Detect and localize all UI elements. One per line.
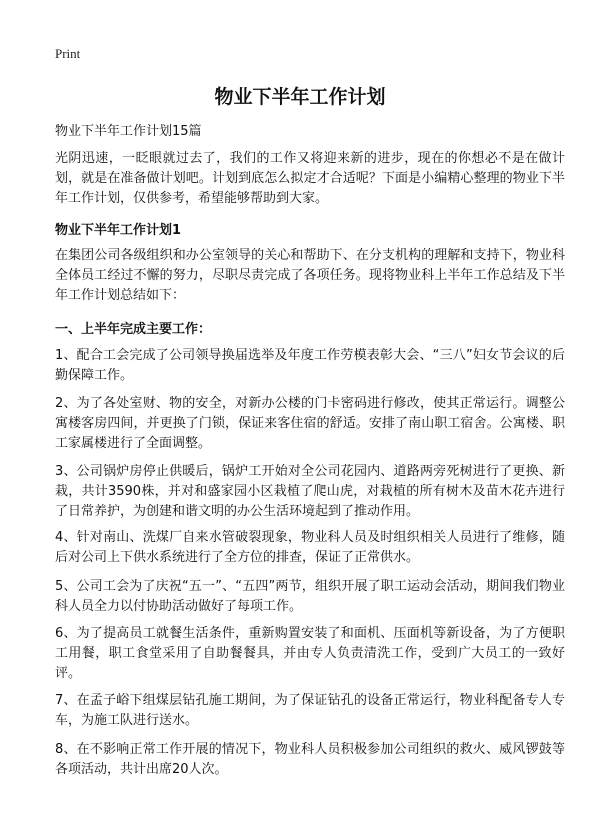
list-item: 6、为了提高员工就餐生活条件，重新购置安装了和面机、压面机等新设备，为了方便职工用餐，职工食堂采用了自助餐餐具，并由专人负责清洗工作，受到广大员工的一致好评。: [55, 626, 565, 681]
list-item: 7、在孟子峪下组煤层钻孔施工期间，为了保证钻孔的设备正常运行，物业科配备专人专车，为施工队进行送水。: [55, 693, 565, 728]
document-subtitle: 物业下半年工作计划15篇: [55, 124, 202, 139]
part-heading: 一、上半年完成主要工作：: [55, 322, 212, 337]
list-item: 4、针对南山、洗煤厂自来水管破裂现象，物业科人员及时组织相关人员进行了维修，随后对公司上下供水系统进行了全方位的排查，保证了正常供水。: [55, 530, 565, 565]
list-item: 8、在不影响正常工作开展的情况下，物业科人员积极参加公司组织的救火、威风锣鼓等各项活动，共计出席20人次。: [55, 742, 565, 777]
document-title: 物业下半年工作计划: [214, 86, 386, 108]
intro-paragraph: 光阴迅速，一眨眼就过去了，我们的工作又将迎来新的进步，现在的你想必不是在做计划，就是在准备做计划吧。计划到底怎么拟定才合适呢？下面是小编精心整理的物业下半年工作计划，仅供参考，希望能够帮助到大家。: [55, 151, 565, 206]
list-item: 3、公司锅炉房停止供暖后，锅炉工开始对全公司花园内、道路两旁死树进行了更换、新栽，共计3590株，并对和盛家园小区栽植了爬山虎，对栽植的所有树木及苗木花卉进行了日常养护，为创建和谐文明的办公生活环境起到了推动作用。: [55, 464, 565, 519]
list-item: 2、为了各处室财、物的安全，对新办公楼的门卡密码进行修改，使其正常运行。调整公寓楼客房四间，并更换了门锁，保证来客住宿的舒适。安排了南山职工宿舍。公寓楼、职工家属楼进行了全面调整。: [55, 396, 565, 451]
section-intro-paragraph: 在集团公司各级组织和办公室领导的关心和帮助下、在分支机构的理解和支持下，物业科全体员工经过不懈的努力，尽职尽责完成了各项任务。现将物业科上半年工作总结及下半年工作计划总结如下：: [55, 248, 565, 303]
list-item: 1、配合工会完成了公司领导换届选举及年度工作劳模表彰大会、“三八”妇女节会议的后勤保障工作。: [55, 348, 565, 383]
list-item: 5、公司工会为了庆祝“五一”、“五四”两节，组织开展了职工运动会活动，期间我们物业科人员全力以付协助活动做好了每项工作。: [55, 579, 565, 614]
section-heading: 物业下半年工作计划1: [55, 223, 182, 238]
print-link[interactable]: Print: [55, 46, 81, 61]
